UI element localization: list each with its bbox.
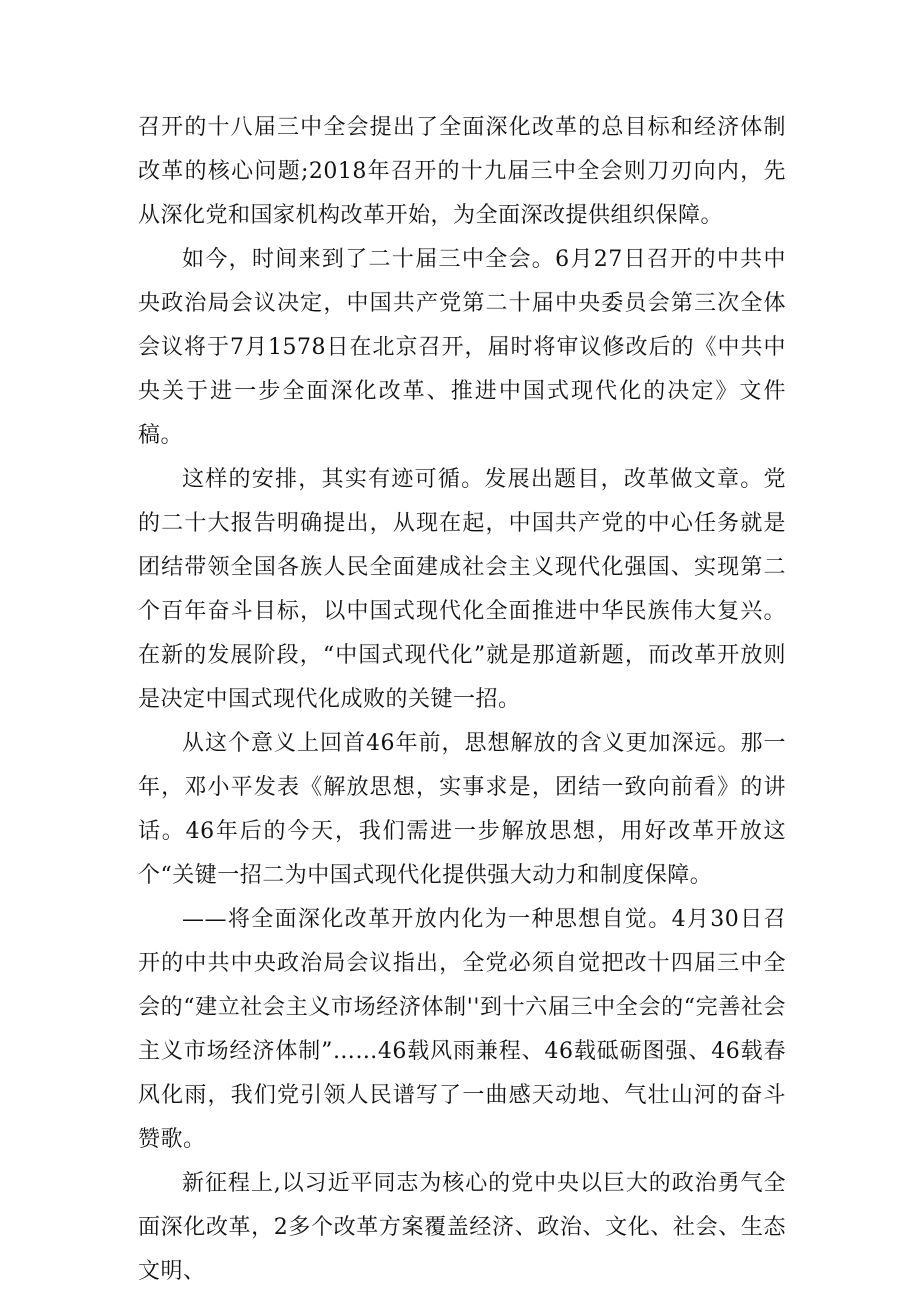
paragraph-third-plenum: 如今，时间来到了二十届三中全会。6月27日召开的中共中央政治局会议决定，中国共产党第二十届中央委员会第三次全体会议将于7月1578日在北京召开，届时将审议修改后的《中共中央关于进一步全面深化改革、推进中国式现代化的决定》文件稿。: [138, 247, 786, 448]
paragraph-46-years: 从这个意义上回首46年前，思想解放的含义更加深远。那一年，邓小平发表《解放思想，实事求是，团结一致向前看》的讲话。46年后的今天，我们需进一步解放思想，用好改革开放这个“关键一招二为中国式现代化提供强大动力和制度保障。: [138, 731, 786, 888]
paragraph-new-journey: 新征程上,以习近平同志为核心的党中央以巨大的政治勇气全面深化改革，2多个改革方案覆盖经济、政治、文化、社会、生态文明、: [138, 1171, 786, 1284]
paragraph-reform-consciousness: ——将全面深化改革开放内化为一种思想自觉。4月30日召开的中共中央政治局会议指出，全党必须自觉把改十四届三中全会的“建立社会主义市场经济体制''到十六届三中全会的“完善社会主义市场经济体制”……46载风雨兼程、46载砥砺图强、46载春风化雨，我们党引领人民谱写了一曲感天动地、气壮山河的奋斗赞歌。: [138, 907, 786, 1152]
document-body: [138, 106, 786, 1294]
paragraph-arrangement: 这样的安排，其实有迹可循。发展出题目，改革做文章。党的二十大报告明确提出，从现在起，中国共产党的中心任务就是团结带领全国各族人民全面建成社会主义现代化强国、实现第二个百年奋斗目标，以中国式现代化全面推进中华民族伟大复兴。在新的发展阶段，“中国式现代化”就是那道新题，而改革开放则是决定中国式现代化成败的关键一招。: [138, 467, 786, 712]
paragraph-continued: 召开的十八届三中全会提出了全面深化改革的总目标和经济体制改革的核心问题;2018年召开的十九届三中全会则刀刃向内，先从深化党和国家机构改革开始，为全面深改提供组织保障。: [138, 115, 786, 228]
